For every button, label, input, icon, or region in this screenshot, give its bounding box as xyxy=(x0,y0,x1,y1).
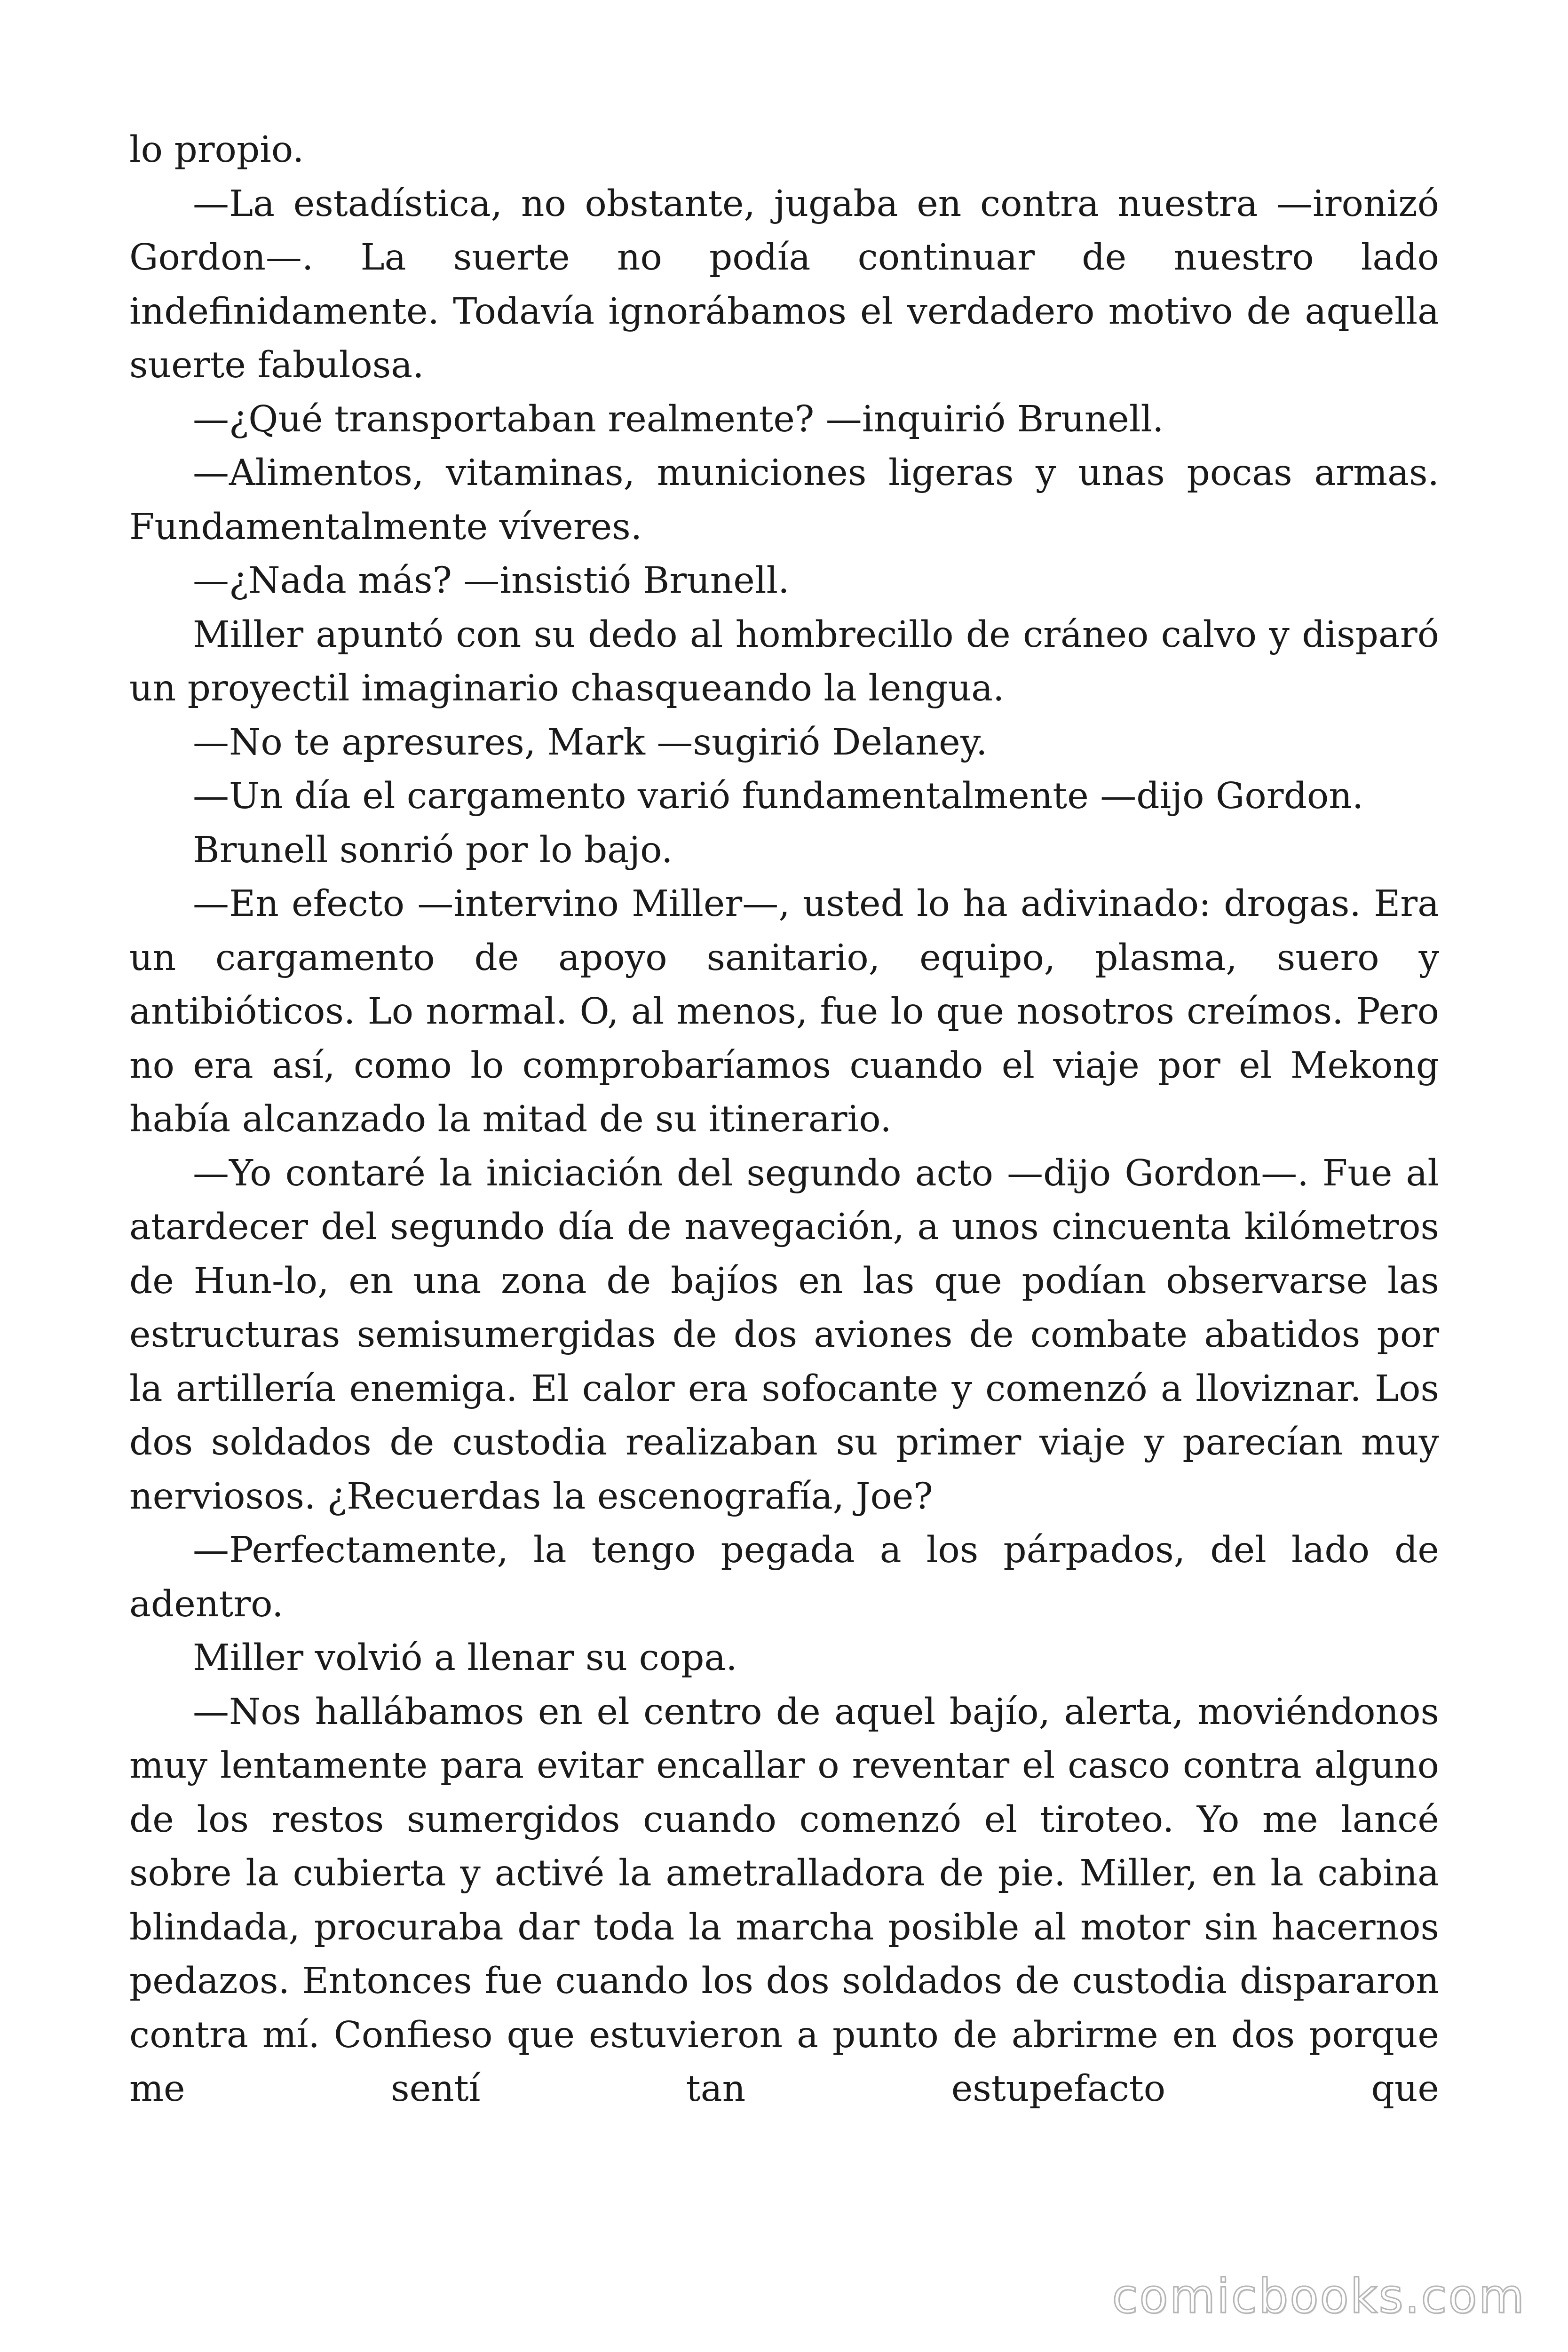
page-text xyxy=(129,123,1439,2116)
paragraph: —La estadística, no obstante, jugaba en contra nuestra —ironizó Gordon—. La suerte no podía continuar de nuestro lado indefinidamente. Todavía ignorábamos el verdadero motivo de aquella suerte fabulosa. xyxy=(129,183,1439,386)
paragraph: —Un día el cargamento varió fundamentalmente —dijo Gordon. xyxy=(193,775,1364,817)
paragraph: —Alimentos, vitaminas, municiones ligeras y unas pocas armas. Fundamentalmente víveres. xyxy=(129,452,1439,548)
paragraph: —En efecto —intervino Miller—, usted lo ha adivinado: drogas. Era un cargamento de apoyo sanitario, equipo, plasma, suero y antibióticos. Lo normal. O, al menos, fue lo que nosotros creímos. Pero no era así, como lo comprobaríamos cuando el viaje por el Mekong había alcanzado la mitad de su itinerario. xyxy=(129,883,1439,1140)
paragraph: —¿Nada más? —insistió Brunell. xyxy=(193,560,790,602)
paragraph: —No te apresures, Mark —sugirió Delaney. xyxy=(193,721,988,763)
paragraph: —¿Qué transportaban realmente? —inquirió Brunell. xyxy=(193,398,1164,440)
paragraph: —Yo contaré la iniciación del segundo acto —dijo Gordon—. Fue al atardecer del segundo día de navegación, a unos cincuenta kilómetros de Hun-lo, en una zona de bajíos en las que podían observarse las estructuras semisumergidas de dos aviones de combate abatidos por la artillería enemiga. El calor era sofocante y comenzó a lloviznar. Los dos soldados de custodia realizaban su primer viaje y parecían muy nerviosos. ¿Recuerdas la escenografía, Joe? xyxy=(129,1152,1439,1518)
paragraph: —Perfectamente, la tengo pegada a los párpados, del lado de adentro. xyxy=(129,1529,1439,1625)
watermark: comicbooks.com xyxy=(1112,2269,1526,2324)
paragraph: —Nos hallábamos en el centro de aquel bajío, alerta, moviéndonos muy lentamente para evitar encallar o reventar el casco contra alguno de los restos sumergidos cuando comenzó el tiroteo. Yo me lancé sobre la cubierta y activé la ametralladora de pie. Miller, en la cabina blindada, procuraba dar toda la marcha posible al motor sin hacernos pedazos. Entonces fue cuando los dos soldados de custodia dispararon contra mí. Confieso que estuvieron a punto de abrirme en dos porque me sentí tan estupefacto que xyxy=(129,1691,1439,2110)
paragraph: Brunell sonrió por lo bajo. xyxy=(193,829,673,871)
paragraph: lo propio. xyxy=(129,129,304,171)
paragraph: Miller apuntó con su dedo al hombrecillo de cráneo calvo y disparó un proyectil imaginario chasqueando la lengua. xyxy=(129,613,1439,709)
paragraph: Miller volvió a llenar su copa. xyxy=(193,1637,737,1679)
